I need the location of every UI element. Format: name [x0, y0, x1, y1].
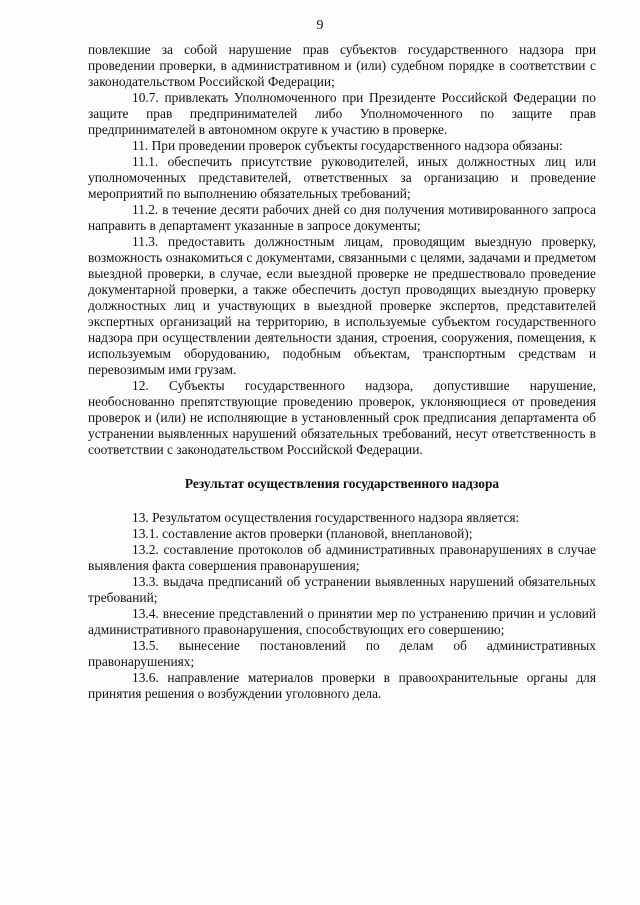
- paragraph: 11.1. обеспечить присутствие руководителей, иных должностных лиц или уполномоченных представителей, ответственных за организацию и проведение мероприятий по выполнению обязательных требований;: [88, 154, 596, 201]
- paragraph: 11.2. в течение десяти рабочих дней со дня получения мотивированного запроса направить в департамент указанные в запросе документы;: [88, 202, 596, 233]
- paragraph: 10.7. привлекать Уполномоченного при Президенте Российской Федерации по защите прав предпринимателей либо Уполномоченного по защите прав предпринимателей в автономном округе к участию в проверке.: [88, 90, 596, 137]
- top-paragraphs: [88, 42, 596, 458]
- page-number: 9: [316, 18, 324, 33]
- paragraph: 13.3. выдача предписаний об устранении выявленных нарушений обязательных требований;: [88, 574, 596, 605]
- paragraph: 11.3. предоставить должностным лицам, проводящим выездную проверку, возможность ознакомиться с документами, связанными с целями, задачами и предметом выездной проверки, в случае, если выездной проверке не предшествовало проведение документарной проверки, а также обеспечить доступ проводящих выездную проверку должностных лиц и участвующих в выездной проверке экспертов, представителей экспертных организаций на территорию, в используемые субъектом государственного надзора при осуществлении деятельности здания, строения, сооружения, помещения, к используемым оборудованию, подобным объектам, транспортным средствам и перевозимым ими грузам.: [88, 234, 596, 377]
- bottom-paragraphs: [88, 510, 596, 702]
- paragraph: 13.5. вынесение постановлений по делам об административных правонарушениях;: [88, 638, 596, 669]
- paragraph: 13.6. направление материалов проверки в правоохранительные органы для принятия решения о возбуждении уголовного дела.: [88, 670, 596, 701]
- section-heading: Результат осуществления государственного надзора: [184, 476, 500, 491]
- paragraph: 13.4. внесение представлений о принятии мер по устранению причин и условий административного правонарушения, способствующих его совершению;: [88, 606, 596, 637]
- paragraph: повлекшие за собой нарушение прав субъектов государственного надзора при проведении проверки, в административном и (или) судебном порядке в соответствии с законодательством Российской Федерации;: [88, 42, 596, 89]
- paragraph: 13. Результатом осуществления государственного надзора является:: [132, 510, 520, 525]
- paragraph: 13.1. составление актов проверки (плановой, внеплановой);: [132, 526, 473, 541]
- document-body: [88, 42, 596, 702]
- paragraph: 12. Субъекты государственного надзора, допустившие нарушение, необоснованно препятствующие проведению проверок, уклоняющиеся от проведения проверок и (или) не исполняющие в установленный срок предписания департамента об устранении выявленных нарушений обязательных требований, несут ответственность в соответствии с законодательством Российской Федерации.: [88, 378, 596, 457]
- paragraph: 13.2. составление протоколов об административных правонарушениях в случае выявления факта совершения правонарушения;: [88, 542, 596, 573]
- paragraph: 11. При проведении проверок субъекты государственного надзора обязаны:: [132, 138, 563, 153]
